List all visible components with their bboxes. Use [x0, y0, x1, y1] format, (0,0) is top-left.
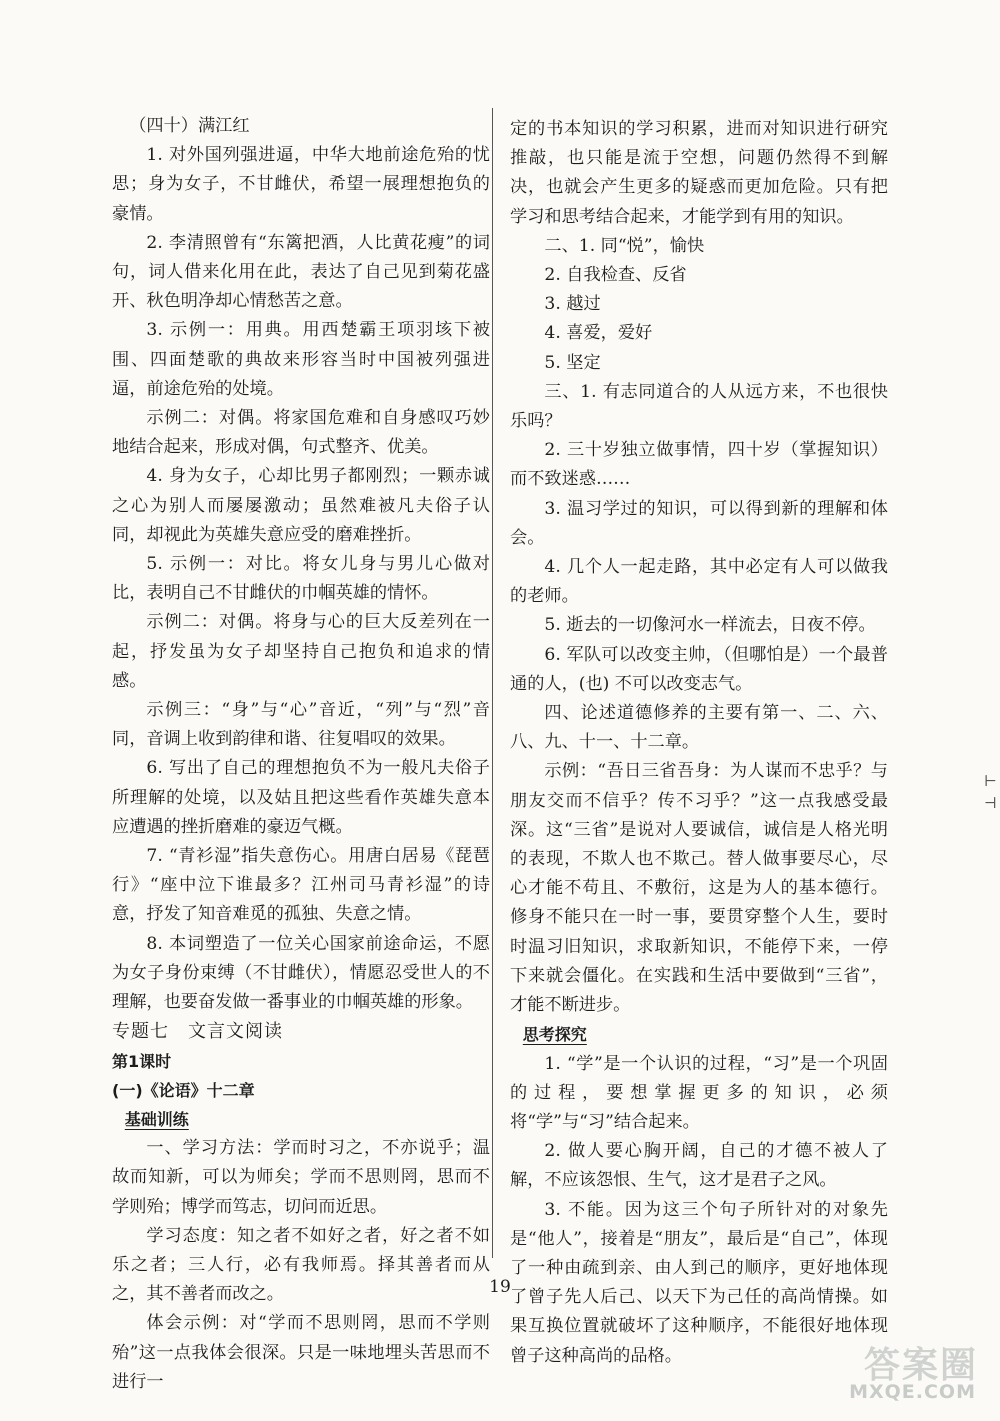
answer-paragraph: 5. 示例一：对比。将女儿身与男儿心做对比，表明自己不甘雌伏的巾帼英雄的情怀。: [112, 554, 490, 604]
answer-paragraph: 体会示例：对“学而不思则罔，思而不学则殆”这一点我体会很深。只是一味地埋头苦思而不进行一: [112, 1313, 490, 1392]
answer-paragraph: 2. 李清照曾有“东篱把酒，人比黄花瘦”的词句，词人借来化用在此，表达了自己见到菊花盛开、秋色明净却心情愁苦之意。: [112, 232, 490, 312]
answer-paragraph: 二、1. 同“悦”，愉快: [544, 235, 705, 256]
answer-paragraph: 四、论述道德修养的主要有第一、二、六、八、九、十一、十二章。: [510, 703, 888, 753]
answer-paragraph: 示例三：“身”与“心”音近，“列”与“烈”音同，音调上收到韵律和谐、往复唱叹的效果。: [112, 700, 490, 750]
answer-paragraph: 3. 越过: [544, 294, 601, 315]
answer-paragraph: 7. “青衫湿”指失意伤心。用唐白居易《琵琶行》“座中泣下谁最多？江州司马青衫湿”的诗意，抒发了知音难觅的孤独、失意之情。: [112, 846, 490, 925]
answer-paragraph: 8. 本词塑造了一位关心国家前途命运，不愿为女子身份束缚（不甘雌伏），情愿忍受世人的不理解，也要奋发做一番事业的巾帼英雄的形象。: [112, 933, 490, 1013]
answer-paragraph: 示例二：对偶。将身与心的巨大反差列在一起，抒发虽为女子却坚持自己抱负和追求的情感。: [112, 612, 490, 691]
page-number: 19: [489, 1277, 511, 1297]
answer-paragraph: 1. 对外国列强进逼，中华大地前途危殆的忧思；身为女子，不甘雌伏，希望一展理想抱负的豪情。: [112, 145, 490, 224]
answer-paragraph: 一、学习方法：学而时习之，不亦说乎；温故而知新，可以为师矣；学而不思则罔，思而不学则殆；博学而笃志，切问而近思。: [112, 1138, 490, 1217]
answer-paragraph: 3. 温习学过的知识，可以得到新的理解和体会。: [510, 498, 888, 548]
answer-paragraph: 2. 三十岁独立做事情，四十岁（掌握知识）而不致迷惑……: [510, 440, 888, 490]
answer-paragraph: 6. 写出了自己的理想抱负不为一般凡夫俗子所理解的处境，以及姑且把这些看作英雄失意本应遭遇的挫折磨难的豪迈气概。: [112, 758, 490, 837]
watermark-en: MXQE.COM: [849, 1381, 976, 1403]
watermark-logo: [832, 1337, 982, 1409]
answer-paragraph: 三、1. 有志同道合的人从远方来，不也很快乐吗？: [510, 381, 888, 432]
left-column: [112, 112, 490, 1397]
answer-paragraph: 2. 做人要心胸开阔，自己的才德不被人了解，不应该怨恨、生气，这才是君子之风。: [510, 1141, 888, 1191]
answer-paragraph: 5. 坚定: [544, 352, 601, 373]
column-divider: [492, 108, 493, 1258]
answer-paragraph: 1. “学”是一个认识的过程，“习”是一个巩固的过程，要想掌握更多的知识，必须将“学”与“习”结合起来。: [510, 1053, 888, 1132]
answer-paragraph: 4. 身为女子，心却比男子都刚烈；一颗赤诚之心为别人而屡屡激动；虽然难被凡夫俗子认同，却视此为英雄失意应受的磨难挫折。: [112, 466, 490, 545]
right-column: [510, 115, 888, 1371]
answer-paragraph: 示例二：对偶。将家国危难和自身感叹巧妙地结合起来，形成对偶，句式整齐、优美。: [112, 408, 490, 458]
text-title: (一)《论语》十二章: [112, 1080, 255, 1100]
answer-paragraph: 3. 不能。因为这三个句子所针对的对象先是“他人”，接着是“朋友”，最后是“自己”，体现了一种由疏到亲、由人到己的顺序，更好地体现了曾子先人后己、以天下为己任的高尚情操。如果互换位置就破坏了这种顺序，不能很好地体现曾子这种高尚的品格。: [510, 1199, 888, 1366]
answer-paragraph: 学习态度：知之者不如好之者，好之者不如乐之者；三人行，必有我师焉。择其善者而从之，其不善者而改之。: [112, 1225, 490, 1305]
topic-title: 专题七 文言文阅读: [112, 1021, 283, 1043]
answer-paragraph: 4. 几个人一起走路，其中必定有人可以做我的老师。: [510, 557, 888, 607]
basic-training-heading: 基础训练: [124, 1109, 189, 1129]
poem-section-heading: （四十）满江红: [129, 116, 250, 136]
answer-paragraph: 6. 军队可以改变主帅，（但哪怕是）一个最普通的人，(也) 不可以改变志气。: [510, 644, 888, 694]
margin-mark: ⊢ ⊣: [984, 772, 997, 812]
answer-paragraph: 2. 自我检查、反省: [544, 265, 687, 286]
answer-paragraph: 3. 示例一：用典。用西楚霸王项羽垓下被围、四面楚歌的典故来形容当时中国被列强进逼，前途危殆的处境。: [112, 320, 490, 399]
watermark-cn: 答案圈: [863, 1345, 978, 1386]
answer-paragraph: 定的书本知识的学习积累，进而对知识进行研究推敲，也只能是流于空想，问题仍然得不到解决，也就会产生更多的疑惑而更加危险。只有把学习和思考结合起来，才能学到有用的知识。: [510, 119, 888, 227]
answer-paragraph: 4. 喜爱，爱好: [544, 323, 653, 344]
answer-paragraph: 5. 逝去的一切像河水一样流去，日夜不停。: [544, 615, 876, 636]
answer-paragraph: 示例：“吾日三省吾身：为人谋而不忠乎？与朋友交而不信乎？传不习乎？”这一点我感受最深。这“三省”是说对人要诚信，诚信是人格光明的表现，不欺人也不欺己。替人做事要尽心，尽心才能不苟且、不敷衍，这是为人的基本德行。修身不能只在一时一事，要贯穿整个人生，要时时温习旧知识，求取新知识，不能停下来，一停下来就会僵化。在实践和生活中要做到“三省”，才能不断进步。: [510, 761, 888, 1016]
inquiry-heading: 思考探究: [522, 1025, 587, 1045]
lesson-title: 第1课时: [112, 1051, 172, 1071]
